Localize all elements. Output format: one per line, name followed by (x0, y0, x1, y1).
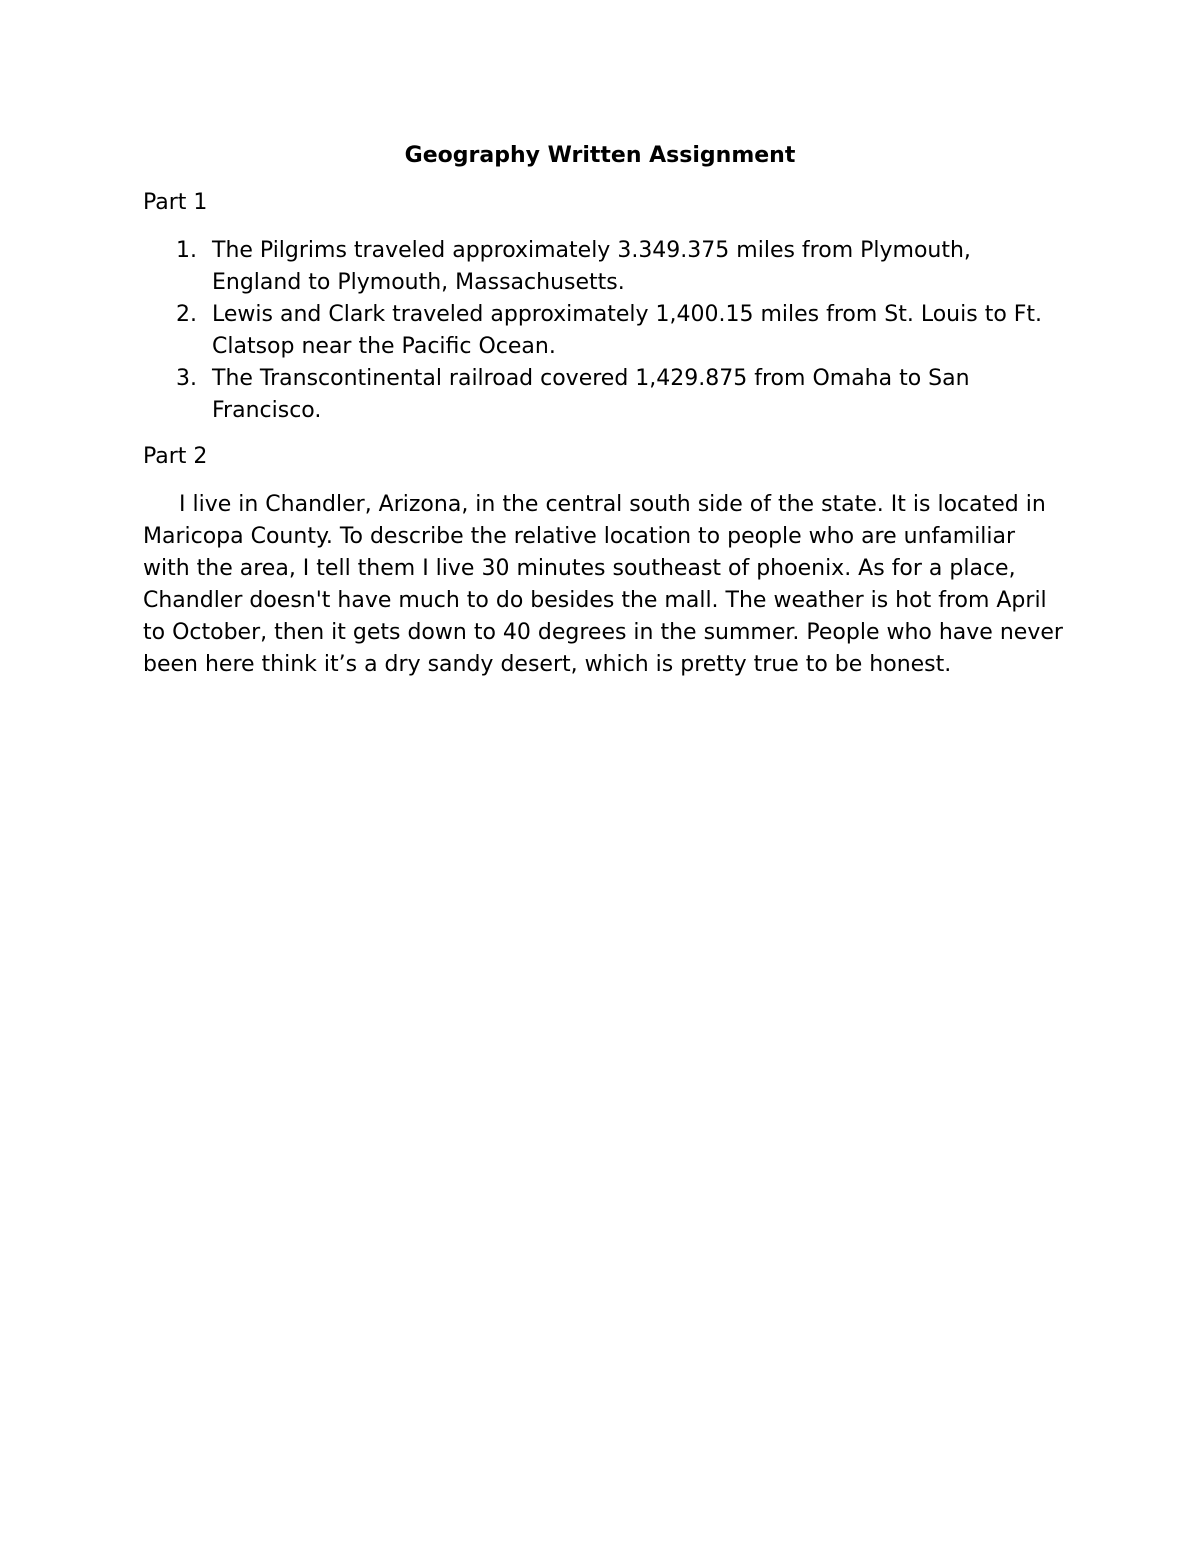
part-1-heading: Part 1 (143, 190, 208, 215)
part-1-list (143, 235, 1063, 427)
list-item-text: Lewis and Clark traveled approximately 1,400.15 miles from St. Louis to Ft. Clatsop near the Pacific Ocean. (212, 302, 1043, 359)
part-2-paragraph: I live in Chandler, Arizona, in the central south side of the state. It is located in Maricopa County. To describe the relative location to people who are unfamiliar with the area, I tell them I live 30 minutes southeast of phoenix. As for a place, Chandler doesn't have much to do besides the mall. The weather is hot from April to October, then it gets down to 40 degrees in the summer. People who have never been here think it’s a dry sandy desert, which is pretty true to be honest. (143, 492, 1063, 677)
document-title: Geography Written Assignment (404, 143, 796, 168)
list-item-number: 1. (176, 238, 197, 263)
list-item (143, 363, 1063, 427)
list-item-text: The Transcontinental railroad covered 1,429.875 from Omaha to San Francisco. (212, 366, 970, 423)
list-item-text: The Pilgrims traveled approximately 3.349.375 miles from Plymouth, England to Plymouth, Massachusetts. (212, 238, 971, 295)
list-item (143, 299, 1063, 363)
part-2-heading: Part 2 (143, 444, 208, 469)
list-item-number: 2. (176, 302, 197, 327)
list-item-number: 3. (176, 366, 197, 391)
list-item (143, 235, 1063, 299)
